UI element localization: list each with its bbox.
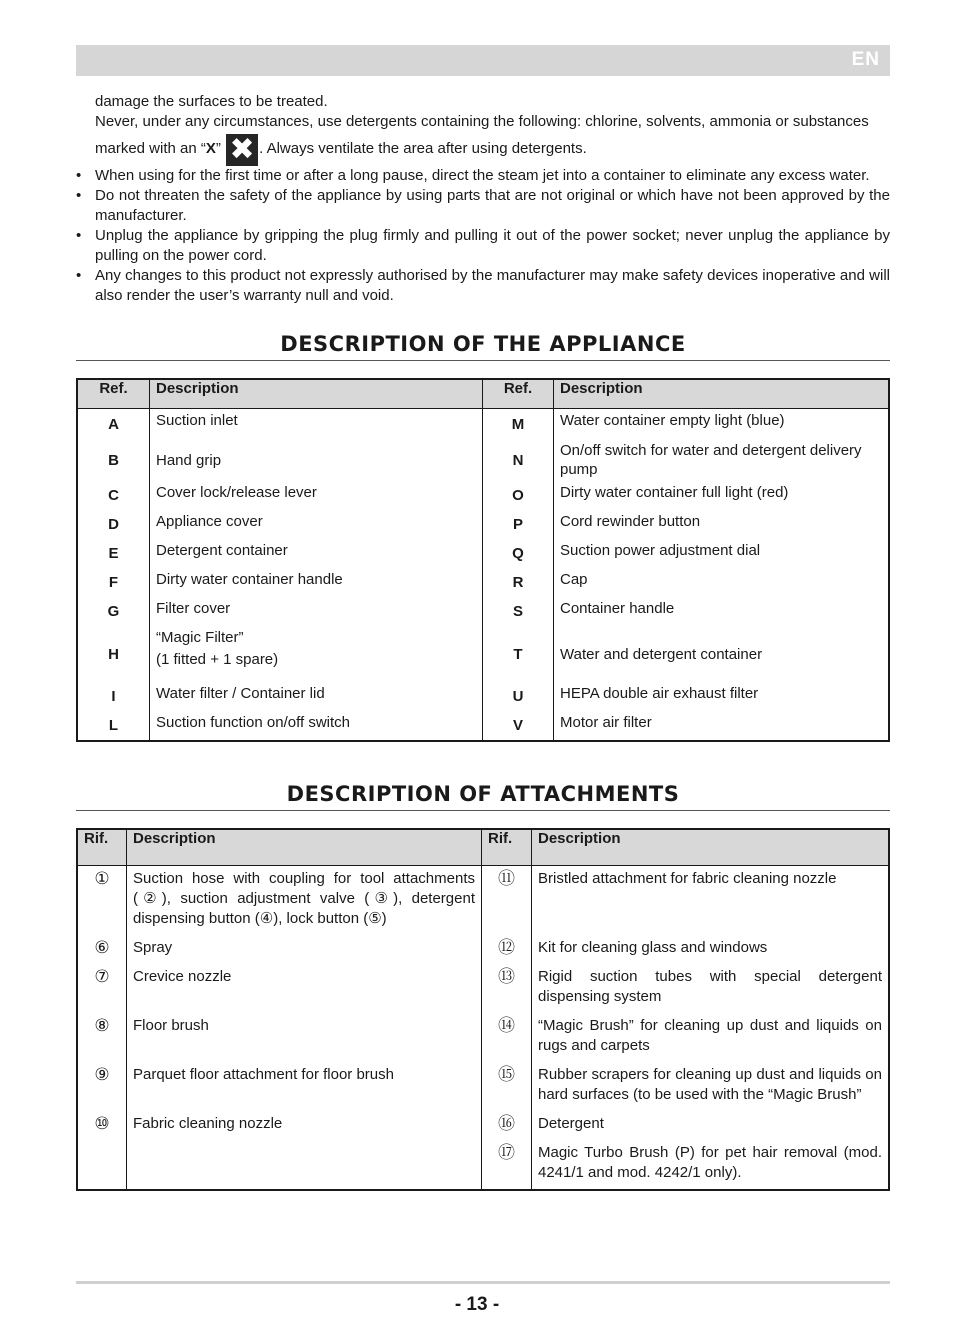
table-row <box>77 539 889 568</box>
rif-cell: ⑬ <box>482 964 532 1013</box>
ref-cell: I <box>77 682 150 711</box>
description-cell: Magic Turbo Brush (P) for pet hair removal (mod. 4241/1 and mod. 4242/1 only). <box>538 1144 882 1181</box>
page-number: - 13 - <box>454 1294 500 1315</box>
ref-cell: C <box>77 481 150 510</box>
rif-cell: ⑨ <box>77 1062 127 1111</box>
rif-header: Rif. <box>482 829 532 866</box>
ref-cell: O <box>483 481 554 510</box>
description-cell: Suction inlet <box>150 409 483 440</box>
rif-cell: ⑧ <box>77 1013 127 1062</box>
table-row <box>77 682 889 711</box>
description-cell <box>127 1140 482 1190</box>
ref-cell: H <box>77 626 150 682</box>
rif-cell: ⑮ <box>482 1062 532 1111</box>
description-cell: Hand grip <box>150 439 483 481</box>
magic-filter-label: “Magic Filter” <box>156 629 244 646</box>
description-header: Description <box>554 379 890 409</box>
table-row <box>77 1013 889 1062</box>
ref-cell: F <box>77 568 150 597</box>
table-row <box>77 964 889 1013</box>
rif-header: Rif. <box>77 829 127 866</box>
description-cell: Water filter / Container lid <box>150 682 483 711</box>
description-cell: Dirty water container full light (red) <box>560 484 789 501</box>
description-cell: Water and detergent container <box>560 645 763 663</box>
description-cell: Dirty water container handle <box>150 568 483 597</box>
description-cell: On/off switch for water and detergent delivery pump <box>560 442 862 478</box>
description-cell: Suction function on/off switch <box>150 711 483 741</box>
description-cell: Cord rewinder button <box>560 513 701 530</box>
rif-cell: ⑥ <box>77 935 127 964</box>
description-cell: Kit for cleaning glass and windows <box>538 939 768 956</box>
description-cell: Bristled attachment for fabric cleaning nozzle <box>538 870 837 887</box>
description-cell: Detergent <box>538 1115 604 1132</box>
intro-paragraph-3 <box>95 134 890 166</box>
attachments-table <box>76 828 890 1191</box>
intro-paragraph-2: Never, under any circumstances, use detergents containing the following: chlorine, solvents, ammonia or substances <box>95 113 869 130</box>
ref-header: Ref. <box>77 379 150 409</box>
language-label: EN <box>851 49 880 70</box>
intro-p3-pre: marked with an “ <box>95 140 206 157</box>
magic-filter-extra: (1 fitted + 1 spare) <box>156 651 279 668</box>
description-cell: Motor air filter <box>560 714 652 731</box>
rif-cell: ① <box>77 866 127 936</box>
description-cell <box>150 626 483 682</box>
description-cell: Parquet floor attachment for floor brush <box>127 1062 482 1111</box>
intro-p3-mid: ” <box>215 140 226 157</box>
description-cell: Suction power adjustment dial <box>560 542 761 559</box>
table-row <box>77 409 889 440</box>
ref-cell: P <box>483 510 554 539</box>
harmful-x-icon: ✖ <box>226 134 258 166</box>
table-row <box>77 597 889 626</box>
footer-divider <box>76 1281 890 1284</box>
description-cell: Spray <box>127 935 482 964</box>
description-header: Description <box>150 379 483 409</box>
description-cell: Suction hose with coupling for tool attachments (②), suction adjustment valve (③), detergent dispensing button (④), lock button (⑤) <box>127 866 482 936</box>
table-row <box>77 711 889 741</box>
ref-cell: N <box>483 439 554 481</box>
rif-cell: ⑯ <box>482 1111 532 1140</box>
rif-cell: ⑫ <box>482 935 532 964</box>
description-header: Description <box>127 829 482 866</box>
ref-cell: M <box>483 409 554 440</box>
rif-cell <box>77 1140 127 1190</box>
ref-cell: L <box>77 711 150 741</box>
description-cell: Appliance cover <box>150 510 483 539</box>
ref-cell: R <box>483 568 554 597</box>
description-cell: Container handle <box>560 600 675 617</box>
description-cell: Water container empty light (blue) <box>560 412 785 429</box>
safety-bullet-list <box>76 166 890 306</box>
bullet-item: • Any changes to this product not expressly authorised by the manufacturer may make safety devices inoperative and will also render the user’s warranty null and void. <box>76 266 890 306</box>
table-row <box>77 1140 889 1190</box>
intro-paragraph-1: damage the surfaces to be treated. <box>95 93 328 110</box>
ref-header: Ref. <box>483 379 554 409</box>
table-header-row <box>77 379 889 409</box>
table-row <box>77 481 889 510</box>
table-header-row <box>77 829 889 866</box>
ref-cell: D <box>77 510 150 539</box>
rif-cell: ⑦ <box>77 964 127 1013</box>
description-cell: HEPA double air exhaust filter <box>560 685 759 702</box>
intro-p3-post: . Always ventilate the area after using detergents. <box>259 140 587 157</box>
intro-p3-x: X <box>205 140 216 157</box>
description-cell: Floor brush <box>127 1013 482 1062</box>
description-cell: Crevice nozzle <box>127 964 482 1013</box>
rif-cell: ⑭ <box>482 1013 532 1062</box>
bullet-item: • Unplug the appliance by gripping the plug firmly and pulling it out of the power socket; never unplug the appliance by pulling on the power cord. <box>76 226 890 266</box>
ref-cell: S <box>483 597 554 626</box>
bullet-item: • When using for the first time or after a long pause, direct the steam jet into a container to eliminate any excess water. <box>76 166 890 186</box>
table-row <box>77 439 889 481</box>
table-row <box>77 626 889 682</box>
appliance-section-title: DESCRIPTION OF THE APPLIANCE <box>76 330 890 361</box>
rif-cell: ⑩ <box>77 1111 127 1140</box>
description-cell: Fabric cleaning nozzle <box>127 1111 482 1140</box>
ref-cell: E <box>77 539 150 568</box>
description-cell: Detergent container <box>150 539 483 568</box>
attachments-section-title: DESCRIPTION OF ATTACHMENTS <box>76 780 890 811</box>
ref-cell: G <box>77 597 150 626</box>
ref-cell: Q <box>483 539 554 568</box>
description-cell: Rigid suction tubes with special detergent dispensing system <box>538 968 882 1005</box>
description-cell: Filter cover <box>150 597 483 626</box>
table-row <box>77 510 889 539</box>
description-header: Description <box>532 829 890 866</box>
ref-cell: T <box>483 626 554 682</box>
ref-cell: B <box>77 439 150 481</box>
intro-text <box>76 92 890 306</box>
ref-cell: U <box>483 682 554 711</box>
table-row <box>77 866 889 936</box>
description-cell: “Magic Brush” for cleaning up dust and liquids on rugs and carpets <box>538 1017 882 1054</box>
description-cell: Cover lock/release lever <box>150 481 483 510</box>
rif-cell: ⑰ <box>482 1140 532 1190</box>
bullet-item: • Do not threaten the safety of the appliance by using parts that are not original or which have not been approved by the manufacturer. <box>76 186 890 226</box>
rif-cell: ⑪ <box>482 866 532 936</box>
table-row <box>77 568 889 597</box>
ref-cell: V <box>483 711 554 741</box>
header-bar <box>76 45 890 76</box>
table-row <box>77 935 889 964</box>
table-row <box>77 1111 889 1140</box>
table-row <box>77 1062 889 1111</box>
ref-cell: A <box>77 409 150 440</box>
appliance-table <box>76 378 890 742</box>
description-cell: Rubber scrapers for cleaning up dust and liquids on hard surfaces (to be used with the “Magic Brush” <box>538 1066 882 1103</box>
description-cell: Cap <box>560 571 588 588</box>
